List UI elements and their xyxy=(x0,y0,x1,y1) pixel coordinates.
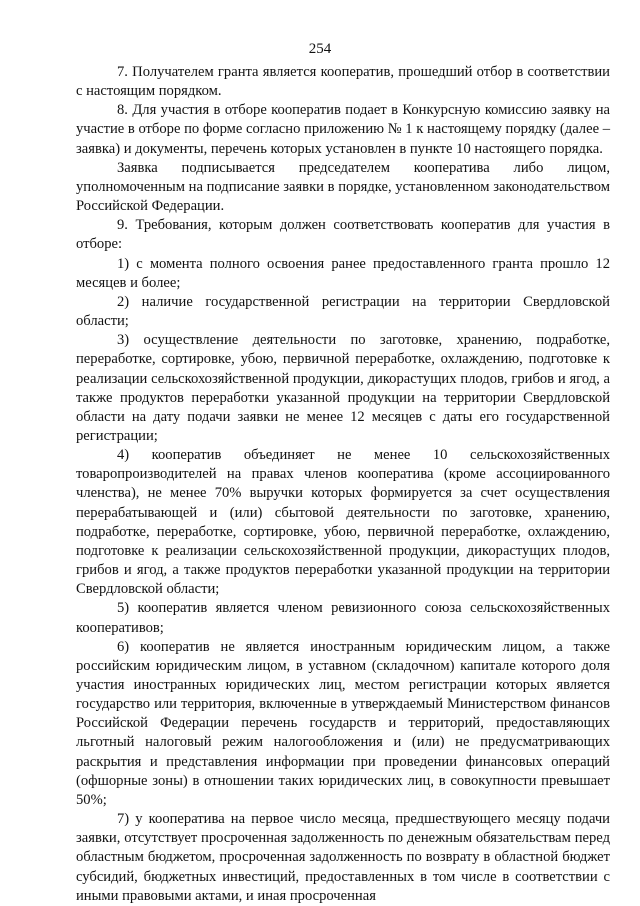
paragraph-7-grant-recipient: 7. Получателем гранта является кооператив, прошедший отбор в соответствии с настоящим порядком. xyxy=(76,64,610,100)
requirement-1: 1) с момента полного освоения ранее предоставленного гранта прошло 12 месяцев и более; xyxy=(76,255,610,291)
paragraph-8-application: 8. Для участия в отборе кооператив подает в Конкурсную комиссию заявку на участие в отборе по форме согласно приложению № 1 к настоящему порядку (далее – заявка) и документы, перечень которых установлен в пункте 10 настоящего порядка. xyxy=(76,102,610,157)
requirement-4: 4) кооператив объединяет не менее 10 сельскохозяйственных товаропроизводителей на правах членов кооператива (кроме ассоциированного членства), не менее 70% выручки которых формируется за счет осуществления перерабатывающей и (или) сбытовой деятельности по заготовке, хранению, подработке, переработке, сортировке, убою, первичной переработке, охлаждению, подготовке к реализации сельскохозяйственной продукции, дикорастущих плодов, грибов и ягод, а также продуктов переработки указанной продукции на территории Свердловской области; xyxy=(76,447,610,598)
requirement-2: 2) наличие государственной регистрации на территории Свердловской области; xyxy=(76,293,610,330)
requirement-3: 3) осуществление деятельности по заготовке, хранению, подработке, переработке, сортировке, убою, первичной переработке, охлаждению, подготовке к реализации сельскохозяйственной продукции, дикорастущих плодов, грибов и ягод, а также продуктов переработки указанной продукции на территории Свердловской области на дату подачи заявки не менее 12 месяцев с даты его государственной регистрации; xyxy=(76,332,610,444)
requirement-6: 6) кооператив не является иностранным юридическим лицом, а также российским юридическим лицом, в уставном (складочном) капитале которого доля участия иностранных юридических лиц, местом регистрации которых является государство или территория, включенные в утверждаемый Министерством финансов Российской Федерации перечень государств и территорий, предоставляющих льготный налоговый режим налогообложения и (или) не предусматривающих раскрытия и представления информации при проведении финансовых операций (офшорные зоны) в отношении таких юридических лиц, в совокупности превышает 50%; xyxy=(76,638,610,808)
document-body xyxy=(76,63,610,906)
requirement-5: 5) кооператив является членом ревизионного союза сельскохозяйственных кооперативов; xyxy=(76,600,610,636)
page-number: 254 xyxy=(308,41,332,57)
paragraph-application-signature: Заявка подписывается председателем кооператива либо лицом, уполномоченным на подписание заявки в порядке, установленном законодательством Российской Федерации. xyxy=(76,159,610,215)
paragraph-9-requirements: 9. Требования, которым должен соответствовать кооператив для участия в отборе: xyxy=(76,217,610,253)
requirement-7: 7) у кооператива на первое число месяца, предшествующего месяцу подачи заявки, отсутствует просроченная задолженность по денежным обязательствам перед областным бюджетом, просроченная задолженность по возврату в областной бюджет субсидий, бюджетных инвестиций, предоставленных в том числе в соответствии с иными правовыми актами, и иная просроченная xyxy=(76,811,610,904)
